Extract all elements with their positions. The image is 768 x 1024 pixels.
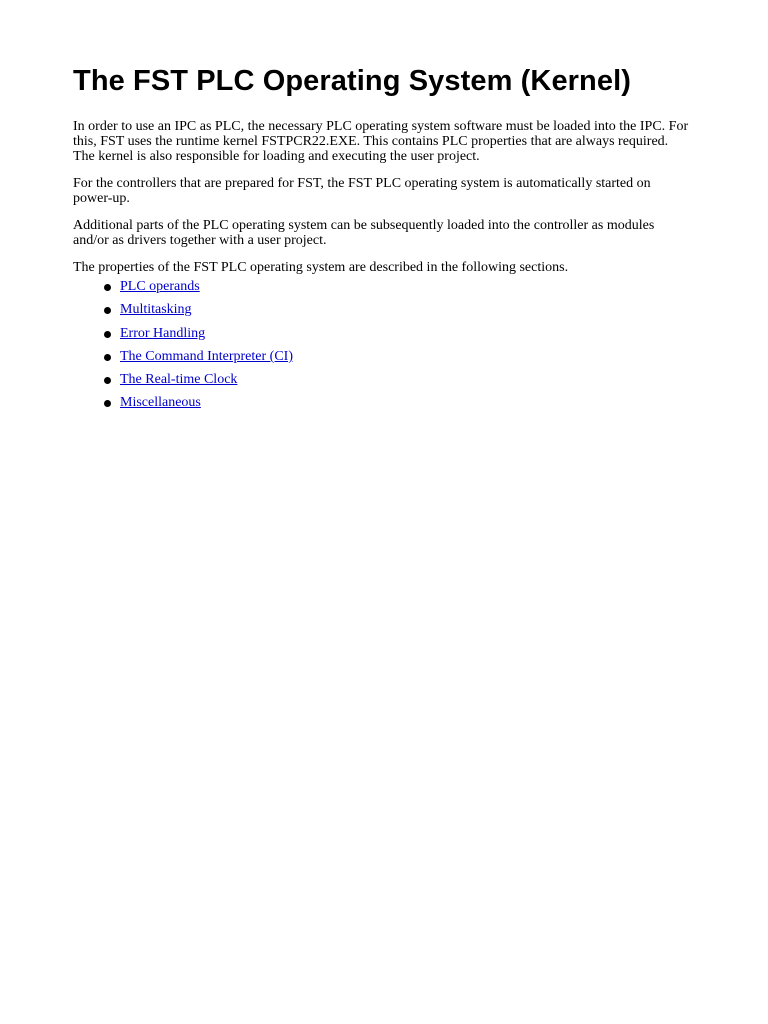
bullet-icon: [104, 331, 111, 338]
list-item: [104, 302, 693, 325]
list-item: [104, 326, 693, 349]
link-real-time-clock[interactable]: The Real-time Clock: [120, 372, 238, 388]
bullet-icon: [104, 377, 111, 384]
link-miscellaneous[interactable]: Miscellaneous: [120, 395, 201, 411]
section-link-list: [73, 279, 693, 419]
link-plc-operands[interactable]: PLC operands: [120, 279, 200, 294]
sections-paragraph: The properties of the FST PLC operating system are described in the following sections.: [73, 260, 569, 275]
intro-paragraph: In order to use an IPC as PLC, the necessary PLC operating system software must be loaded into the IPC. For this, FST uses the runtime kernel FSTPCR22.EXE. This contains PLC properties that are always required. The kernel is also responsible for loading and executing the user project.: [73, 119, 689, 164]
list-item: [104, 372, 693, 395]
list-item: [104, 349, 693, 372]
list-item: [104, 395, 693, 418]
bullet-icon: [104, 307, 111, 314]
list-item: [104, 279, 693, 302]
document-page: [73, 58, 693, 419]
startup-paragraph: For the controllers that are prepared for FST, the FST PLC operating system is automatically started on power-up.: [73, 176, 651, 206]
link-error-handling[interactable]: Error Handling: [120, 325, 206, 341]
link-command-interpreter[interactable]: The Command Interpreter (CI): [120, 348, 293, 364]
link-multitasking[interactable]: Multitasking: [120, 302, 192, 318]
page-title: The FST PLC Operating System (Kernel): [73, 65, 632, 97]
bullet-icon: [104, 400, 111, 407]
bullet-icon: [104, 354, 111, 361]
bullet-icon: [104, 284, 111, 291]
modules-paragraph: Additional parts of the PLC operating system can be subsequently loaded into the controller as modules and/or as drivers together with a user project.: [73, 218, 655, 248]
